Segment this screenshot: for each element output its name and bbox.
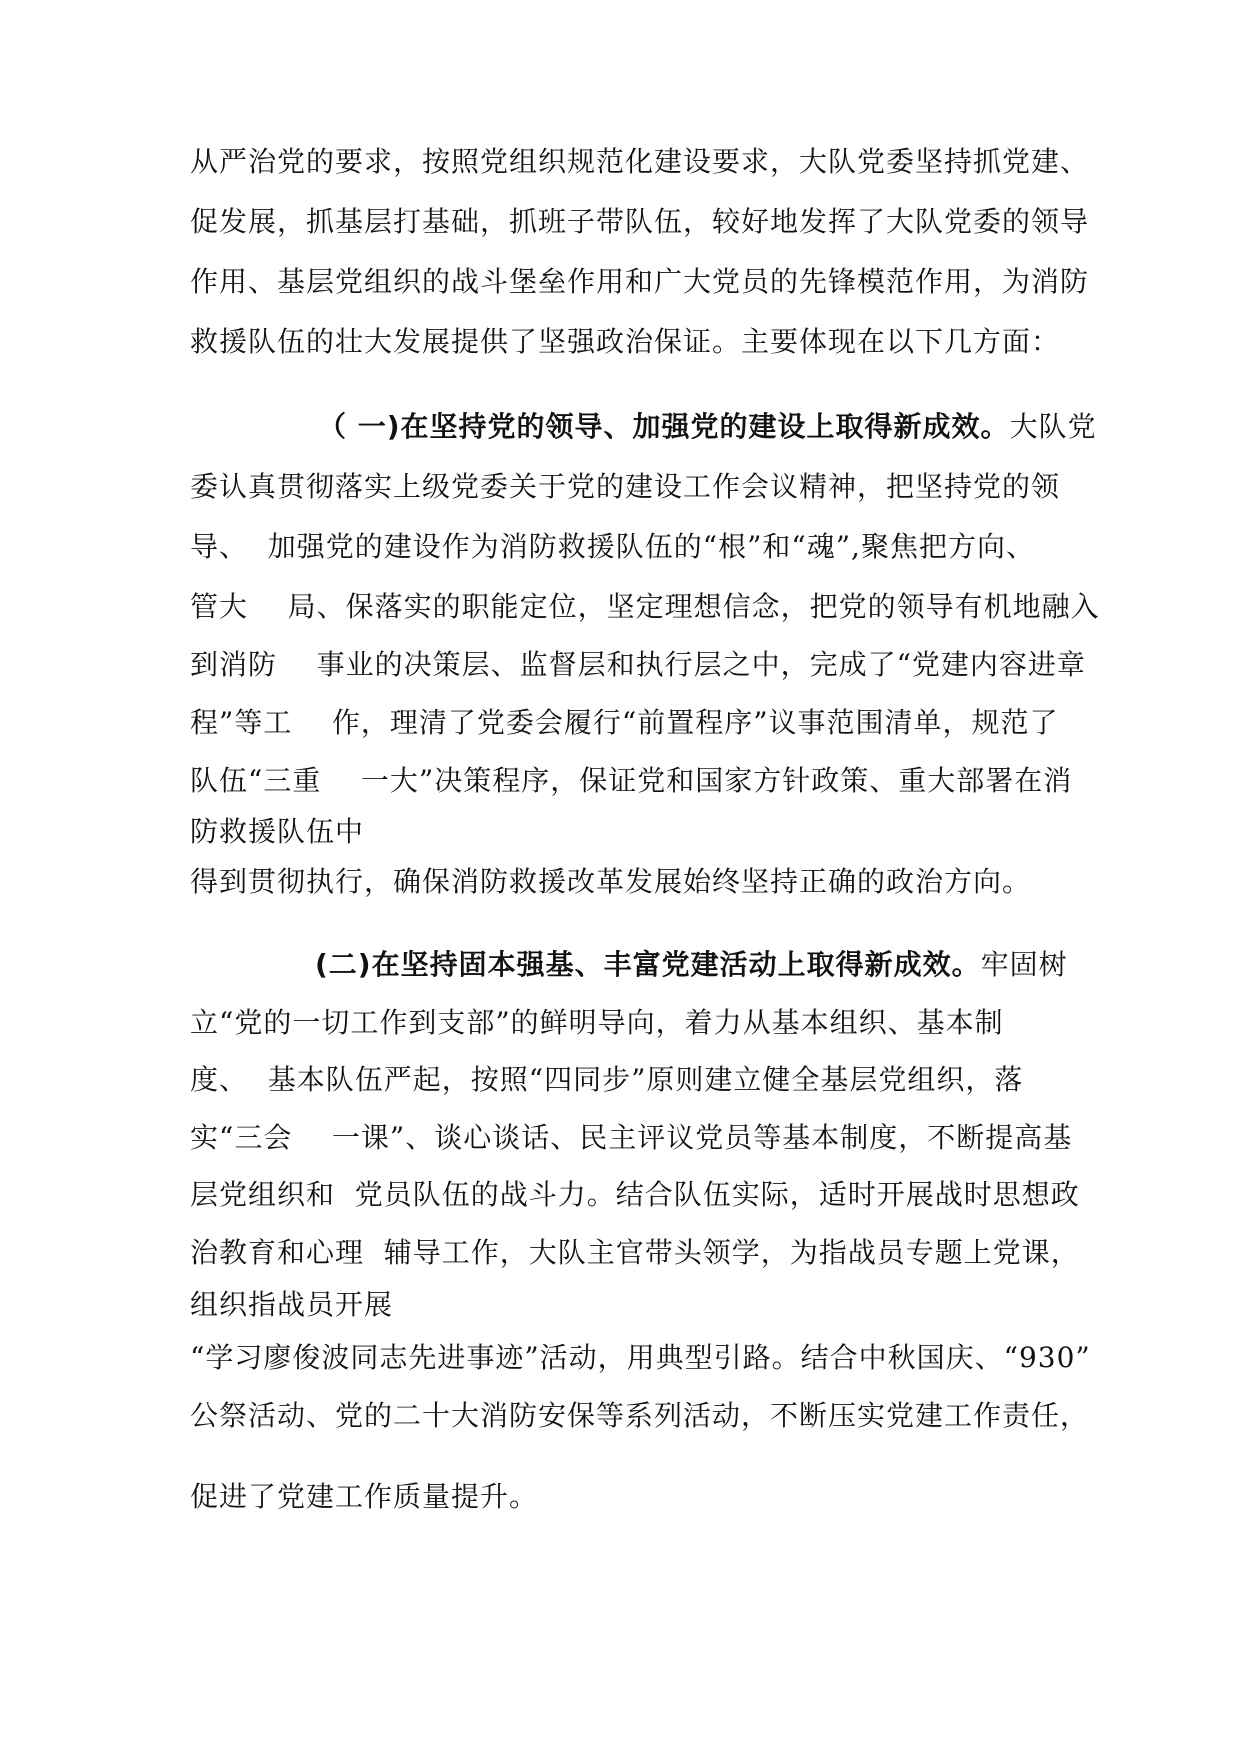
section1-line: 委认真贯彻落实上级党委关于党的建设工作会议精神，把坚持党的领 <box>190 470 1061 503</box>
section2-line: 组织指战员开展 <box>190 1288 394 1321</box>
section1-heading-tail: 大队党 <box>1009 410 1097 443</box>
section1-line: 到消防 事业的决策层、监督层和执行层之中，完成了“党建内容进章 <box>190 648 1086 681</box>
intro-line: 作用、基层党组织的战斗堡垒作用和广大党员的先锋模范作用，为消防 <box>190 265 1090 298</box>
section1-heading: （ 一)在坚持党的领导、加强党的建设上取得新成效。 <box>318 410 1010 443</box>
section2-line: 促进了党建工作质量提升。 <box>190 1480 539 1513</box>
section1-line: 管大 局、保落实的职能定位，坚定理想信念，把党的领导有机地融入 <box>190 590 1100 623</box>
section1-line: 程”等工 作，理清了党委会履行“前置程序”议事范围清单，规范了 <box>190 706 1059 739</box>
section2-line: 实“三会 一课”、谈心谈话、民主评议党员等基本制度，不断提高基 <box>190 1121 1073 1154</box>
section2-line: “学习廖俊波同志先进事迹”活动，用典型引路。结合中秋国庆、“930” <box>190 1341 1091 1374</box>
section2-first-line <box>315 945 1068 985</box>
section1-line: 导、 加强党的建设作为消防救援队伍的“根”和“魂”,聚焦把方向、 <box>190 530 1035 563</box>
section1-line: 得到贯彻执行，确保消防救援改革发展始终坚持正确的政治方向。 <box>190 865 1032 898</box>
section2-line: 公祭活动、党的二十大消防安保等系列活动，不断压实党建工作责任， <box>190 1399 1090 1432</box>
intro-line: 从严治党的要求，按照党组织规范化建设要求，大队党委坚持抓党建、 <box>190 145 1090 178</box>
section2-line: 层党组织和 党员队伍的战斗力。结合队伍实际，适时开展战时思想政 <box>190 1178 1080 1211</box>
section2-heading: (二)在坚持固本强基、丰富党建活动上取得新成效。 <box>315 948 981 981</box>
intro-line: 救援队伍的壮大发展提供了坚强政治保证。主要体现在以下几方面： <box>190 325 1061 358</box>
section2-line: 立“党的一切工作到支部”的鲜明导向，着力从基本组织、基本制 <box>190 1006 1004 1039</box>
section1-first-line <box>318 407 1097 447</box>
section2-line: 治教育和心理 辅导工作，大队主官带头领学，为指战员专题上党课， <box>190 1236 1080 1269</box>
section1-line: 防救援队伍中 <box>190 815 365 848</box>
section2-line: 度、 基本队伍严起，按照“四同步”原则建立健全基层党组织，落 <box>190 1063 1024 1096</box>
section1-line: 队伍“三重 一大”决策程序，保证党和国家方针政策、重大部署在消 <box>190 764 1073 797</box>
section2-heading-tail: 牢固树 <box>980 948 1068 981</box>
intro-line: 促发展，抓基层打基础，抓班子带队伍，较好地发挥了大队党委的领导 <box>190 205 1090 238</box>
